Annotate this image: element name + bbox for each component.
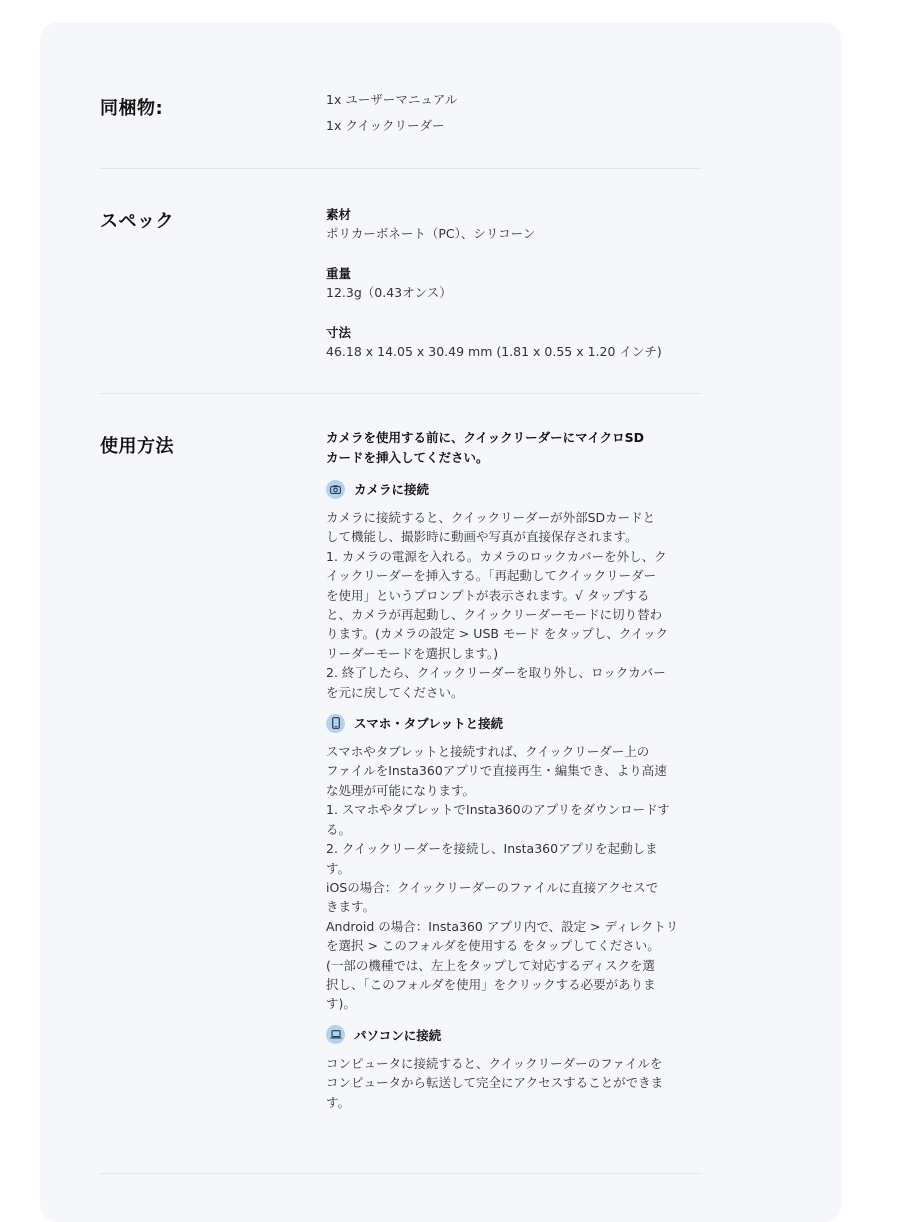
section-divider	[100, 168, 702, 169]
usage-intro: カメラを使用する前に、クイックリーダーにマイクロSD カードを挿入してください。	[326, 430, 645, 465]
section-divider	[100, 393, 702, 394]
spec-value: 46.18 x 14.05 x 30.49 mm (1.81 x 0.55 x 1.20 インチ)	[326, 344, 662, 359]
usage-phone-text: スマホやタブレットと接続すれば、クイックリーダー上の ファイルをInsta360アプリで直接再生・編集でき、より高速 な処理が可能になります。 1. スマホやタブレットでInsta360のアプリをダウンロードす る。 2. クイックリーダーを接続し、Insta360アプリを起動しま す。 iOSの場合：クイックリーダーのファイルに直接アクセスで きます。 Android の場合：Insta360 アプリ内で、設定 > ディレクトリ を選択 > このフォルダを使用する をタップしてください。 (一部の機種では、左上をタップして対応するディスクを選 択し、「このフォルダを使用」をクリックする必要がありま す)。	[326, 744, 679, 1012]
usage-sub-label: カメラに接続	[354, 482, 430, 497]
included-item: 1x クイックリーダー	[326, 118, 445, 133]
usage-pc-heading	[326, 1024, 688, 1046]
usage-phone-heading	[326, 712, 688, 734]
spec-material	[326, 205, 688, 243]
laptop-icon	[326, 1025, 345, 1044]
spec-weight	[326, 264, 688, 302]
usage-camera-text: カメラに接続すると、クイックリーダーが外部SDカードと して機能し、撮影時に動画や写真が直接保存されます。 1. カメラの電源を入れる。カメラのロックカバーを外し、ク イックリーダーを挿入する。「再起動してクイックリーダー を使用」というプロンプトが表示されます。√ タップする と、カメラが再起動し、クイックリーダーモードに切り替わ ります。(カメラの設定 > USB モード をタップし、クイック リーダーモードを選択します。) 2. 終了したら、クイックリーダーを取り外し、ロックカバー を元に戻してください。	[326, 510, 669, 700]
included-title: 同梱物:	[100, 98, 164, 119]
included-list	[326, 87, 688, 139]
spec-value: ポリカーボネート（PC）、シリコーン	[326, 226, 536, 241]
section-divider	[100, 1173, 702, 1174]
usage-title: 使用方法	[100, 436, 174, 457]
specs-title: スペック	[100, 211, 174, 232]
spec-dimensions	[326, 323, 688, 361]
specs-list	[326, 205, 688, 382]
spec-label: 寸法	[326, 325, 352, 340]
usage-sub-label: スマホ・タブレットと接続	[354, 716, 504, 732]
spec-value: 12.3g（0.43オンス）	[326, 285, 452, 300]
usage-content	[326, 428, 688, 1122]
spec-label: 素材	[326, 207, 352, 222]
included-item: 1x ユーザーマニュアル	[326, 92, 458, 107]
spec-label: 重量	[326, 266, 352, 281]
usage-pc-text: コンピュータに接続すると、クイックリーダーのファイルを コンピュータから転送して完全にアクセスすることができま す。	[326, 1055, 664, 1110]
usage-sub-label: パソコンに接続	[354, 1027, 442, 1043]
phone-icon	[326, 714, 345, 733]
camera-icon	[326, 480, 345, 499]
usage-camera-heading	[326, 478, 688, 500]
